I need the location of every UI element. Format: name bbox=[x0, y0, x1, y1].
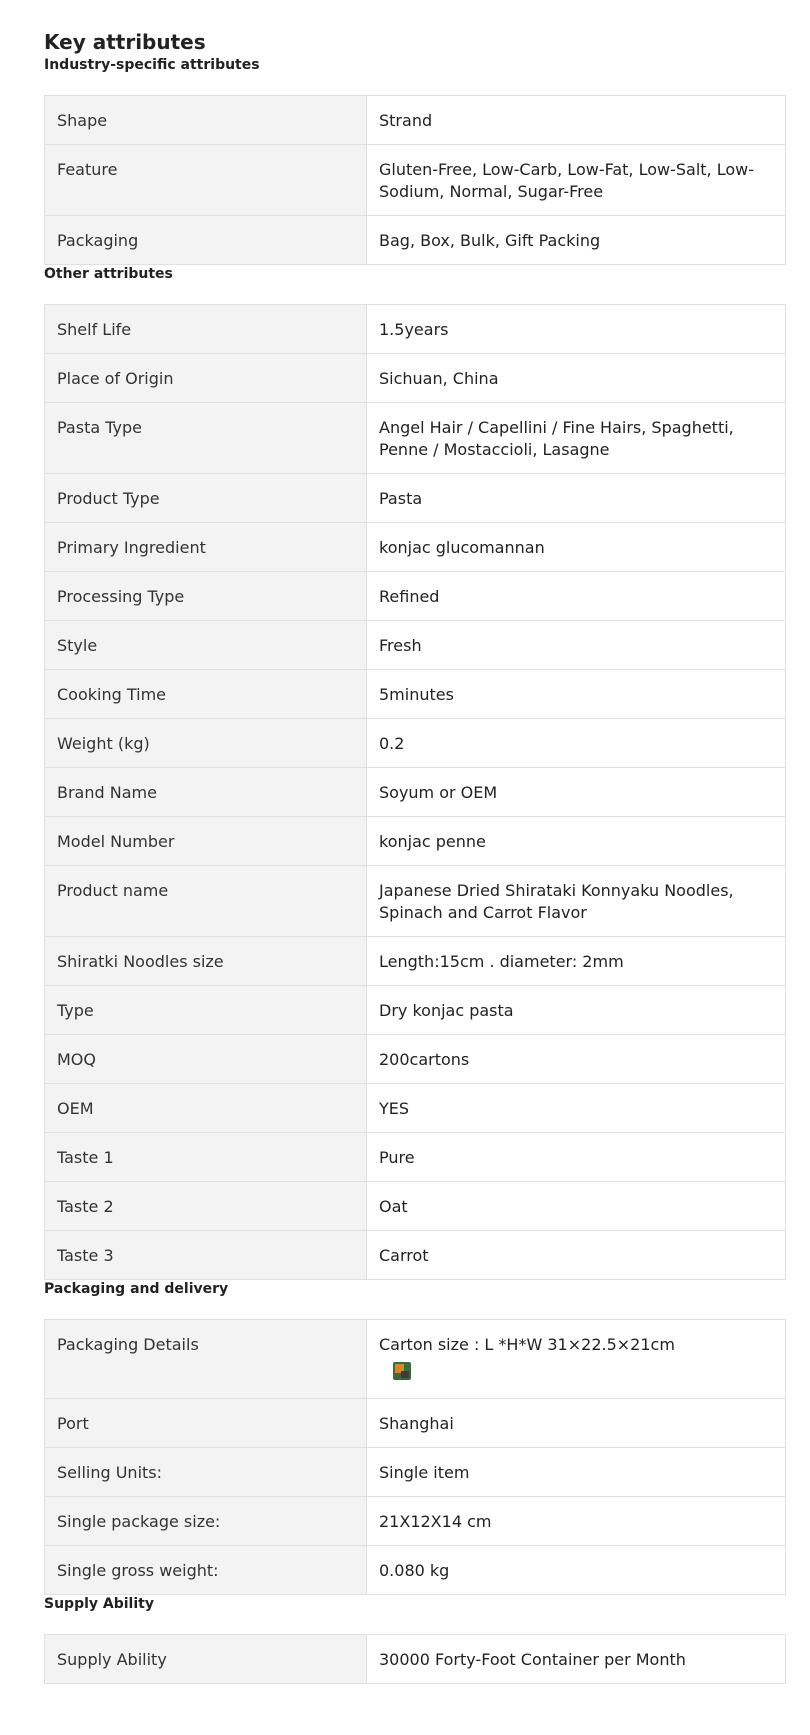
attribute-value: Carton size : L *H*W 31×22.5×21cm bbox=[379, 1335, 675, 1354]
attribute-key: Shape bbox=[45, 96, 367, 145]
attribute-key: Single gross weight: bbox=[45, 1546, 367, 1595]
attribute-key: Taste 1 bbox=[45, 1133, 367, 1182]
attributes-table-other bbox=[44, 304, 786, 1280]
attribute-value: Length:15cm . diameter: 2mm bbox=[367, 937, 786, 986]
page-title: Key attributes bbox=[44, 30, 206, 54]
attribute-value: Refined bbox=[367, 572, 786, 621]
attribute-key: Shelf Life bbox=[45, 305, 367, 354]
attribute-value: Strand bbox=[367, 96, 786, 145]
table-row bbox=[45, 1084, 786, 1133]
attribute-value: 200cartons bbox=[367, 1035, 786, 1084]
table-row bbox=[45, 621, 786, 670]
attribute-value-cell bbox=[367, 1320, 786, 1399]
attribute-value: Bag, Box, Bulk, Gift Packing bbox=[367, 216, 786, 265]
table-row bbox=[45, 1448, 786, 1497]
attribute-key: Product name bbox=[45, 866, 367, 937]
attribute-key: Type bbox=[45, 986, 367, 1035]
table-row bbox=[45, 1399, 786, 1448]
table-row bbox=[45, 403, 786, 474]
attribute-value: Shanghai bbox=[367, 1399, 786, 1448]
attribute-value: Pasta bbox=[367, 474, 786, 523]
attribute-key: Product Type bbox=[45, 474, 367, 523]
product-thumbnail-icon[interactable] bbox=[393, 1362, 411, 1380]
attribute-key: Packaging bbox=[45, 216, 367, 265]
attribute-value: 5minutes bbox=[367, 670, 786, 719]
attribute-value: Soyum or OEM bbox=[367, 768, 786, 817]
attribute-key: Processing Type bbox=[45, 572, 367, 621]
attributes-table-packaging bbox=[44, 1319, 786, 1595]
attribute-key: Style bbox=[45, 621, 367, 670]
table-row bbox=[45, 817, 786, 866]
attribute-key: Primary Ingredient bbox=[45, 523, 367, 572]
table-row bbox=[45, 1133, 786, 1182]
attribute-key: Taste 2 bbox=[45, 1182, 367, 1231]
table-row bbox=[45, 305, 786, 354]
table-row bbox=[45, 1635, 786, 1684]
attribute-key: Cooking Time bbox=[45, 670, 367, 719]
table-row bbox=[45, 670, 786, 719]
attribute-value: Angel Hair / Capellini / Fine Hairs, Spaghetti, Penne / Mostaccioli, Lasagne bbox=[367, 403, 786, 474]
attribute-key: Weight (kg) bbox=[45, 719, 367, 768]
attribute-key: Model Number bbox=[45, 817, 367, 866]
attribute-value: Fresh bbox=[367, 621, 786, 670]
table-row bbox=[45, 1320, 786, 1399]
table-row bbox=[45, 572, 786, 621]
attribute-key: Brand Name bbox=[45, 768, 367, 817]
attributes-table-industry bbox=[44, 95, 786, 265]
table-row bbox=[45, 1497, 786, 1546]
attribute-key: MOQ bbox=[45, 1035, 367, 1084]
attribute-key: Pasta Type bbox=[45, 403, 367, 474]
section-heading-supply: Supply Ability bbox=[44, 1596, 154, 1612]
attribute-value: Oat bbox=[367, 1182, 786, 1231]
attribute-value: 30000 Forty-Foot Container per Month bbox=[367, 1635, 786, 1684]
attribute-value: konjac glucomannan bbox=[367, 523, 786, 572]
attribute-value: 21X12X14 cm bbox=[367, 1497, 786, 1546]
table-row bbox=[45, 354, 786, 403]
attribute-key: Feature bbox=[45, 145, 367, 216]
attributes-table-supply bbox=[44, 1634, 786, 1684]
table-row bbox=[45, 1231, 786, 1280]
table-row bbox=[45, 474, 786, 523]
table-row bbox=[45, 1035, 786, 1084]
table-row bbox=[45, 145, 786, 216]
attribute-key: Shiratki Noodles size bbox=[45, 937, 367, 986]
attribute-key: Packaging Details bbox=[45, 1320, 367, 1399]
table-row bbox=[45, 986, 786, 1035]
table-row bbox=[45, 937, 786, 986]
section-heading-packaging: Packaging and delivery bbox=[44, 1281, 229, 1297]
attribute-value: 0.2 bbox=[367, 719, 786, 768]
attribute-value: Carrot bbox=[367, 1231, 786, 1280]
attribute-value: Gluten-Free, Low-Carb, Low-Fat, Low-Salt, Low-Sodium, Normal, Sugar-Free bbox=[367, 145, 786, 216]
attribute-value: Japanese Dried Shirataki Konnyaku Noodles, Spinach and Carrot Flavor bbox=[367, 866, 786, 937]
attribute-value: konjac penne bbox=[367, 817, 786, 866]
attribute-value: 0.080 kg bbox=[367, 1546, 786, 1595]
attribute-key: Taste 3 bbox=[45, 1231, 367, 1280]
table-row bbox=[45, 523, 786, 572]
section-heading-industry: Industry-specific attributes bbox=[44, 57, 260, 73]
attribute-key: OEM bbox=[45, 1084, 367, 1133]
attribute-key: Single package size: bbox=[45, 1497, 367, 1546]
table-row bbox=[45, 719, 786, 768]
attribute-value: Sichuan, China bbox=[367, 354, 786, 403]
attribute-key: Supply Ability bbox=[45, 1635, 367, 1684]
attribute-key: Place of Origin bbox=[45, 354, 367, 403]
table-row bbox=[45, 96, 786, 145]
table-row bbox=[45, 1546, 786, 1595]
table-row bbox=[45, 216, 786, 265]
table-row bbox=[45, 1182, 786, 1231]
attribute-value: Pure bbox=[367, 1133, 786, 1182]
attribute-key: Port bbox=[45, 1399, 367, 1448]
table-row bbox=[45, 768, 786, 817]
attribute-value: Single item bbox=[367, 1448, 786, 1497]
attribute-value: YES bbox=[367, 1084, 786, 1133]
attribute-value: 1.5years bbox=[367, 305, 786, 354]
attribute-value: Dry konjac pasta bbox=[367, 986, 786, 1035]
table-row bbox=[45, 866, 786, 937]
attribute-key: Selling Units: bbox=[45, 1448, 367, 1497]
section-heading-other: Other attributes bbox=[44, 266, 173, 282]
